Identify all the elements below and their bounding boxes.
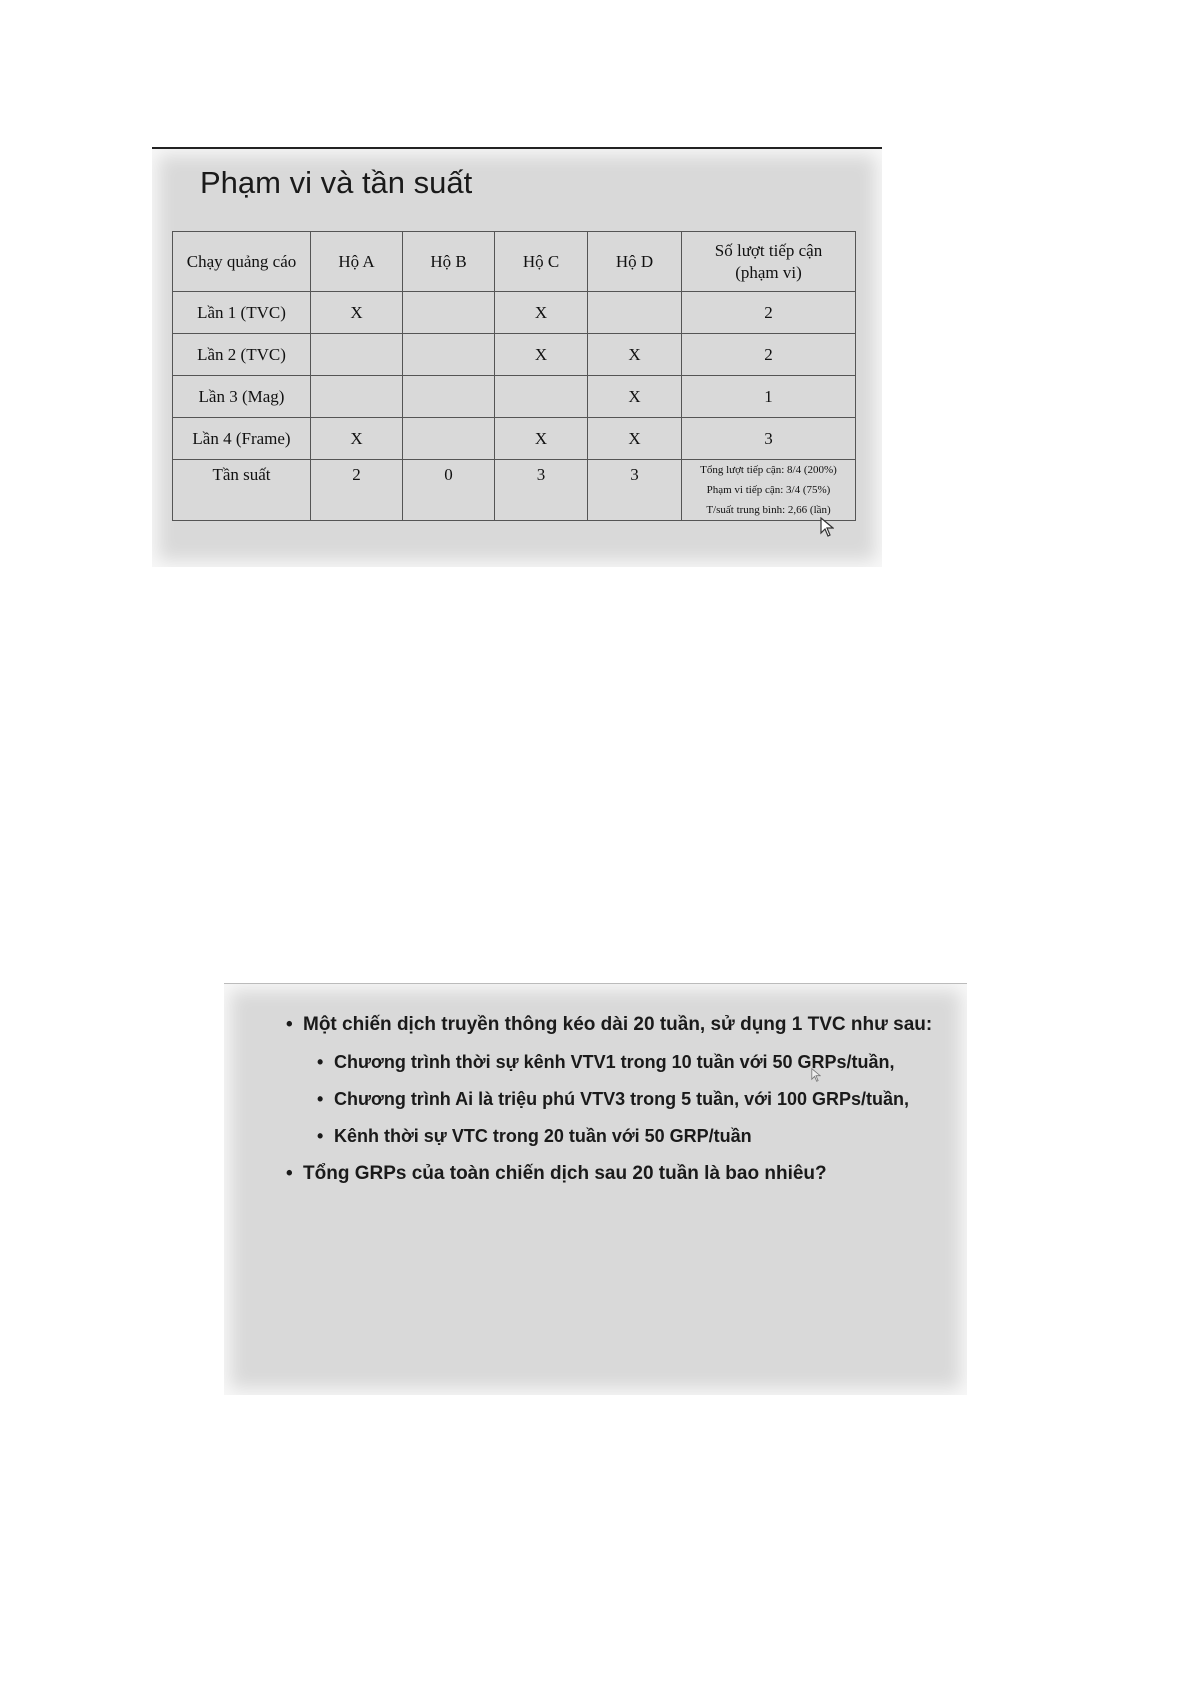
table-cell: 2	[682, 334, 856, 376]
table-cell: X	[311, 418, 403, 460]
header-cell: Chạy quảng cáo	[173, 232, 311, 292]
table-cell: 3	[682, 418, 856, 460]
bullet-list	[286, 1014, 932, 1201]
sub-bullet-item: • Chương trình Ai là triệu phú VTV3 trong 5 tuần, với 100 GRPs/tuần,	[317, 1089, 932, 1110]
table-row	[173, 334, 856, 376]
table-cell: X	[588, 418, 682, 460]
table-cell	[403, 292, 495, 334]
bullet-text: Tổng GRPs của toàn chiến dịch sau 20 tuần là bao nhiêu?	[303, 1163, 827, 1184]
table-cell	[403, 376, 495, 418]
header-cell: Hộ D	[588, 232, 682, 292]
reach-table	[172, 231, 856, 521]
header-cell: Hộ C	[495, 232, 588, 292]
table-cell	[495, 376, 588, 418]
table-cell	[403, 334, 495, 376]
summary-line: Tổng lượt tiếp cận: 8/4 (200%)	[700, 464, 837, 476]
mouse-pointer-icon	[811, 1068, 821, 1082]
table-cell: X	[588, 334, 682, 376]
table-cell	[403, 418, 495, 460]
table-row	[173, 418, 856, 460]
header-cell: Số lượt tiếp cận (phạm vi)	[682, 232, 856, 292]
table-cell: 1	[682, 376, 856, 418]
table-cell	[311, 376, 403, 418]
table-cell: 0	[403, 460, 495, 521]
mouse-pointer-icon	[820, 517, 834, 537]
summary-cell	[682, 460, 856, 521]
table-cell: X	[311, 292, 403, 334]
header-cell: Hộ A	[311, 232, 403, 292]
slide-grp-exercise	[224, 983, 967, 1395]
summary-line: Phạm vi tiếp cận: 3/4 (75%)	[706, 484, 831, 496]
table-cell: X	[495, 292, 588, 334]
slide-reach-frequency	[152, 147, 882, 567]
table-row	[173, 292, 856, 334]
table-cell: 3	[495, 460, 588, 521]
sub-bullet-item: • Chương trình thời sự kênh VTV1 trong 10 tuần với 50 GRPs/tuần,	[317, 1052, 932, 1073]
table-cell: 2	[682, 292, 856, 334]
table-cell: Lần 2 (TVC)	[173, 334, 311, 376]
table-cell	[311, 334, 403, 376]
table-cell: X	[495, 418, 588, 460]
sub-bullet-item: • Kênh thời sự VTC trong 20 tuần với 50 GRP/tuần	[317, 1126, 932, 1147]
bullet-text: Một chiến dịch truyền thông kéo dài 20 tuần, sử dụng 1 TVC như sau:	[303, 1014, 933, 1035]
summary-line: T/suất trung bình: 2,66 (lần)	[706, 504, 831, 516]
table-cell: Lần 1 (TVC)	[173, 292, 311, 334]
header-cell: Hộ B	[403, 232, 495, 292]
table-row	[173, 376, 856, 418]
slide-title: Phạm vi và tần suất	[200, 165, 473, 200]
table-cell: 2	[311, 460, 403, 521]
table-cell: X	[495, 334, 588, 376]
table-cell	[588, 292, 682, 334]
frequency-row	[173, 460, 856, 521]
table-header-row	[173, 232, 856, 292]
table-cell: Lần 3 (Mag)	[173, 376, 311, 418]
sub-bullet-list	[317, 1052, 932, 1147]
table-cell: Tần suất	[173, 460, 311, 521]
table-cell: X	[588, 376, 682, 418]
bullet-item	[286, 1014, 932, 1147]
table-cell: Lần 4 (Frame)	[173, 418, 311, 460]
table-cell: 3	[588, 460, 682, 521]
bullet-item	[286, 1163, 932, 1185]
